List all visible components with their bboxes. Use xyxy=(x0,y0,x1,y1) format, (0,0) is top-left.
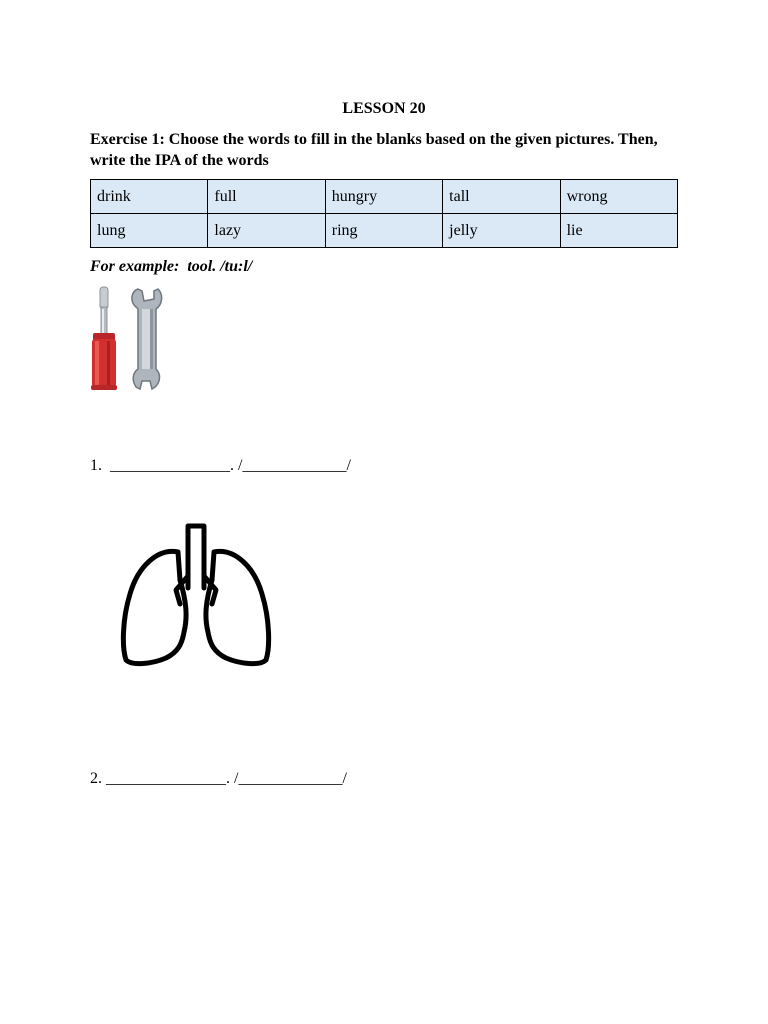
table-row xyxy=(91,180,678,214)
question-1-blank: 1. _______________. /_____________/ xyxy=(90,457,351,474)
word-cell: tall xyxy=(443,180,560,214)
wrench-icon xyxy=(132,289,162,389)
word-cell: full xyxy=(208,180,325,214)
question-2-blank: 2. _______________. /_____________/ xyxy=(90,770,347,787)
word-cell: lie xyxy=(560,214,677,248)
word-cell: lazy xyxy=(208,214,325,248)
tools-image xyxy=(88,285,182,393)
word-bank-table xyxy=(90,179,678,248)
lesson-title: LESSON 20 xyxy=(342,100,426,117)
example-text: For example: tool. /tu:l/ xyxy=(90,258,253,275)
word-cell: drink xyxy=(91,180,208,214)
exercise-instructions: Exercise 1: Choose the words to fill in the blanks based on the given pictures. Then, write the IPA of the words xyxy=(90,131,658,169)
word-cell: hungry xyxy=(325,180,442,214)
table-row xyxy=(91,214,678,248)
word-cell: jelly xyxy=(443,214,560,248)
word-cell: lung xyxy=(91,214,208,248)
word-cell: wrong xyxy=(560,180,677,214)
lungs-icon xyxy=(123,526,268,664)
lungs-image xyxy=(118,520,276,670)
screwdriver-icon xyxy=(91,287,117,390)
word-cell: ring xyxy=(325,214,442,248)
